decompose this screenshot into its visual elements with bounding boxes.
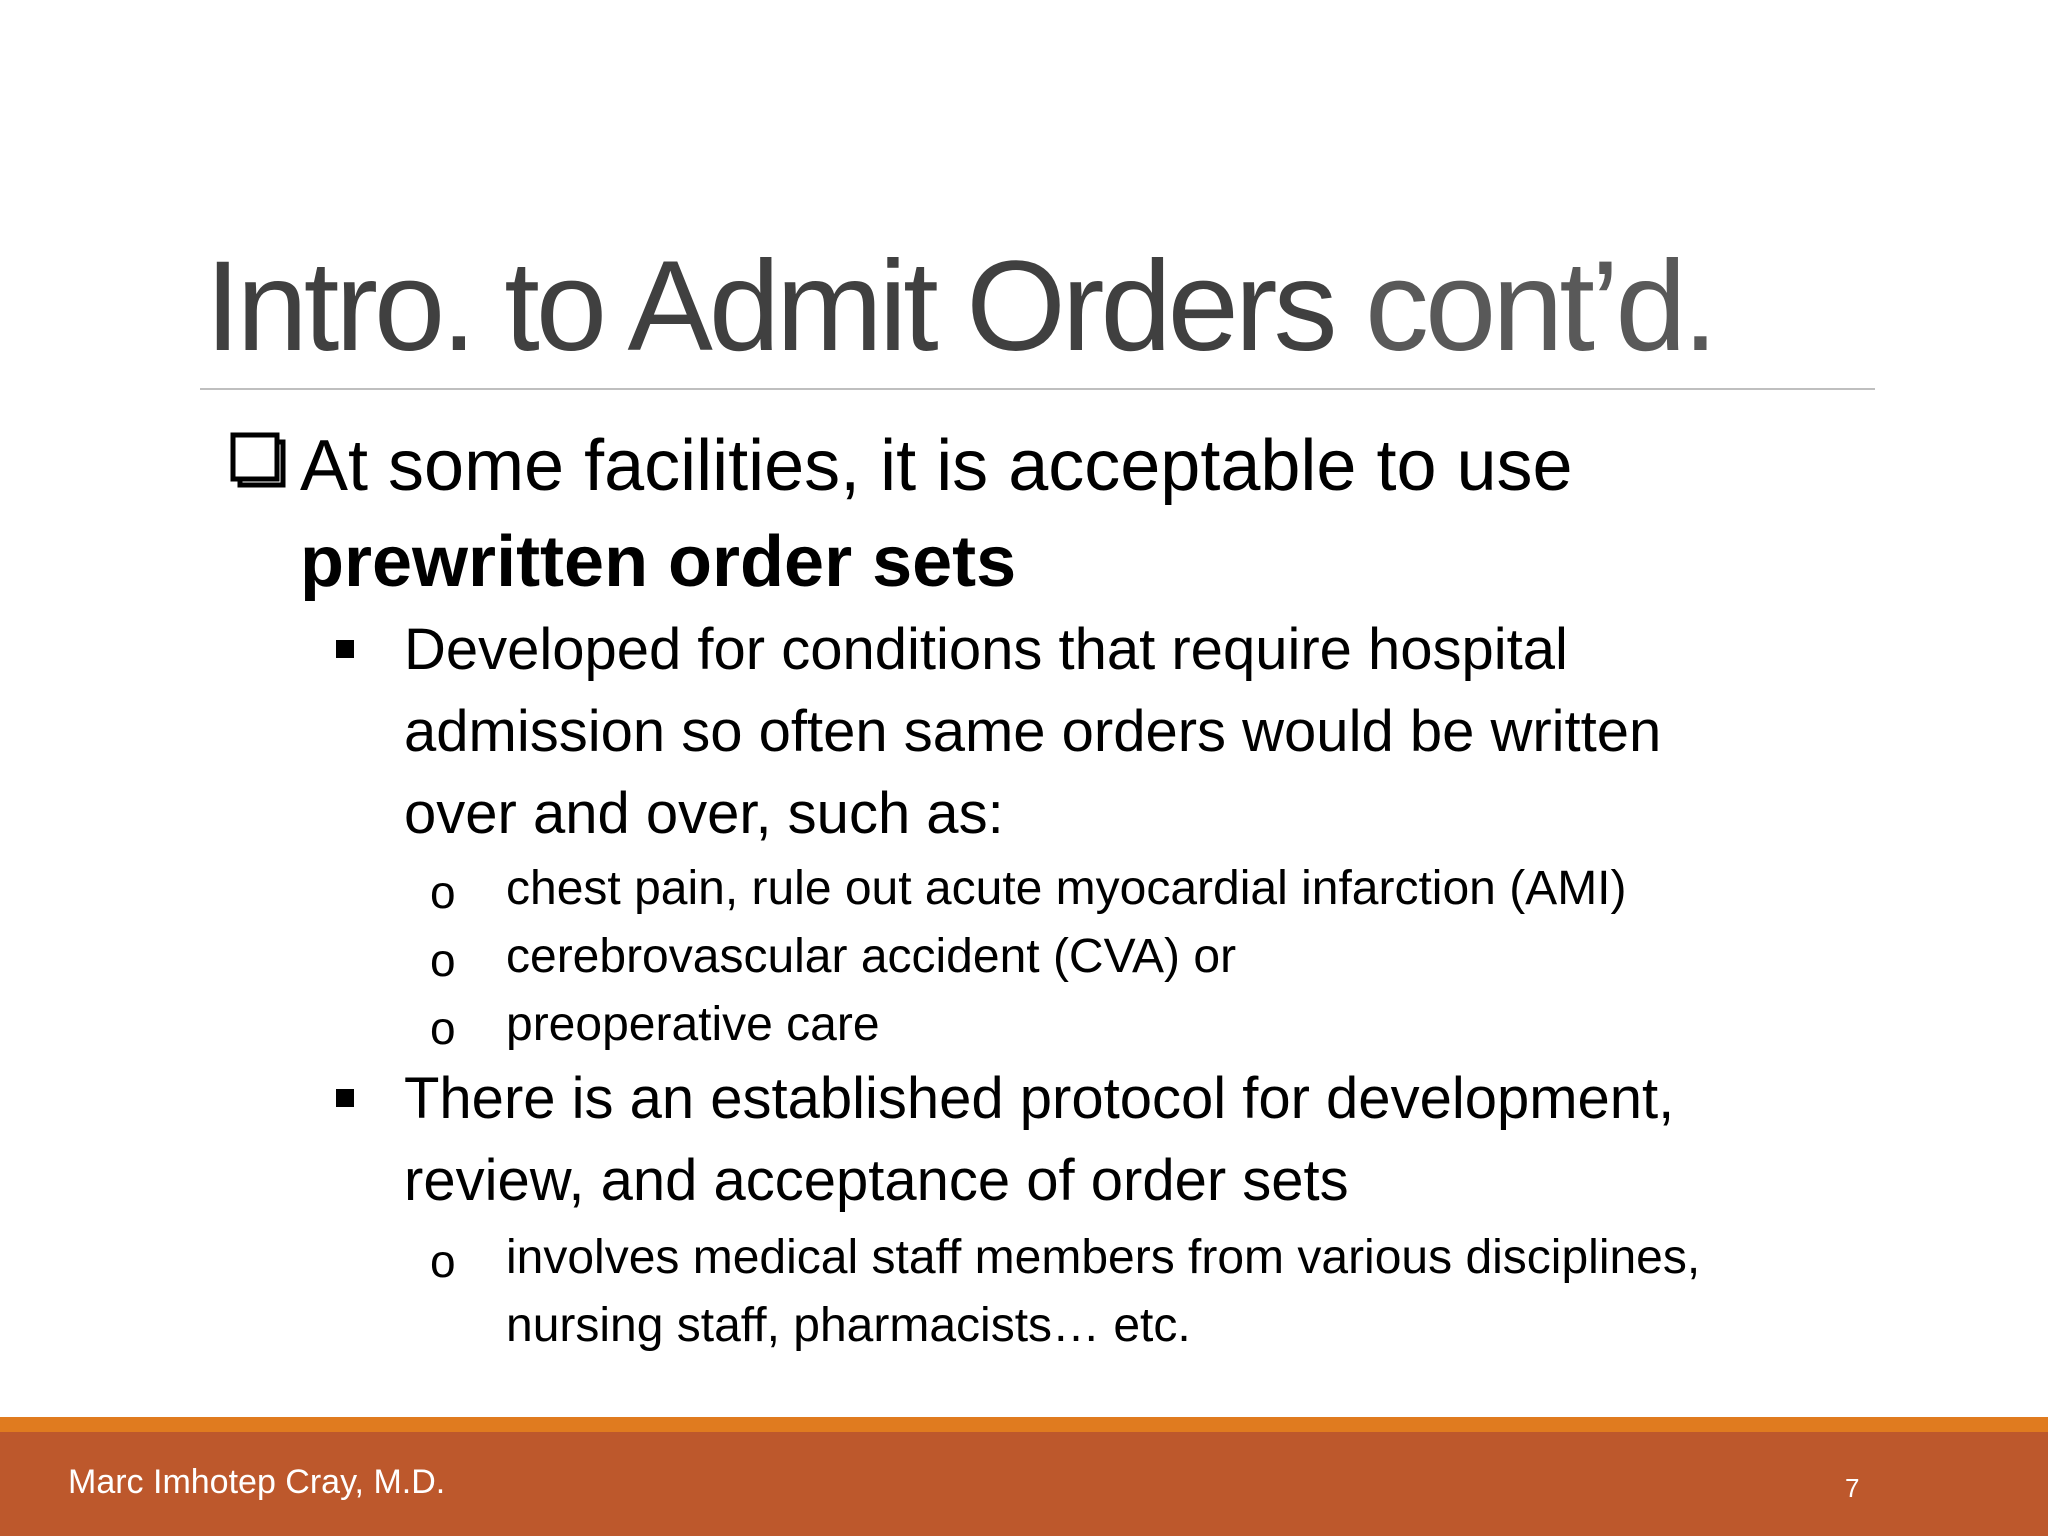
- slide-title: [205, 232, 1714, 382]
- sub-bullet-2-line-2: review, and acceptance of order sets: [404, 1148, 1349, 1213]
- slide-number: 7: [1845, 1473, 1860, 1503]
- footer-accent-stripe: [0, 1417, 2048, 1432]
- circle-bullet-icon: o: [430, 1002, 456, 1054]
- sub-bullet-1-line-1: Developed for conditions that require hospital: [404, 617, 1568, 682]
- slide-title-main: Intro. to Admit Orders: [205, 235, 1334, 378]
- square-bullet-icon: [336, 1089, 354, 1107]
- circle-bullet-icon: o: [430, 866, 456, 918]
- list-item: cerebrovascular accident (CVA) or: [506, 930, 1237, 983]
- circle-bullet-icon: o: [430, 1235, 456, 1287]
- checkbox-bullet-icon: [230, 432, 286, 488]
- sub-bullet-1-line-3: over and over, such as:: [404, 781, 1004, 846]
- square-bullet-icon: [336, 640, 354, 658]
- list-item-line-2: nursing staff, pharmacists… etc.: [506, 1299, 1191, 1352]
- sub-bullet-1-line-2: admission so often same orders would be written: [404, 699, 1662, 764]
- footer-author: Marc Imhotep Cray, M.D.: [68, 1463, 446, 1501]
- sub-bullet-2-line-1: There is an established protocol for development,: [404, 1066, 1675, 1131]
- bullet-1-line-1: At some facilities, it is acceptable to use: [300, 426, 1573, 506]
- slide-title-suffix: cont’d.: [1333, 235, 1715, 378]
- list-item-line-1: involves medical staff members from various disciplines,: [506, 1231, 1701, 1284]
- bullet-1-line-2: prewritten order sets: [300, 522, 1017, 602]
- circle-bullet-icon: o: [430, 934, 456, 986]
- title-divider: [200, 388, 1875, 390]
- list-item: preoperative care: [506, 998, 880, 1051]
- list-item: chest pain, rule out acute myocardial infarction (AMI): [506, 862, 1627, 915]
